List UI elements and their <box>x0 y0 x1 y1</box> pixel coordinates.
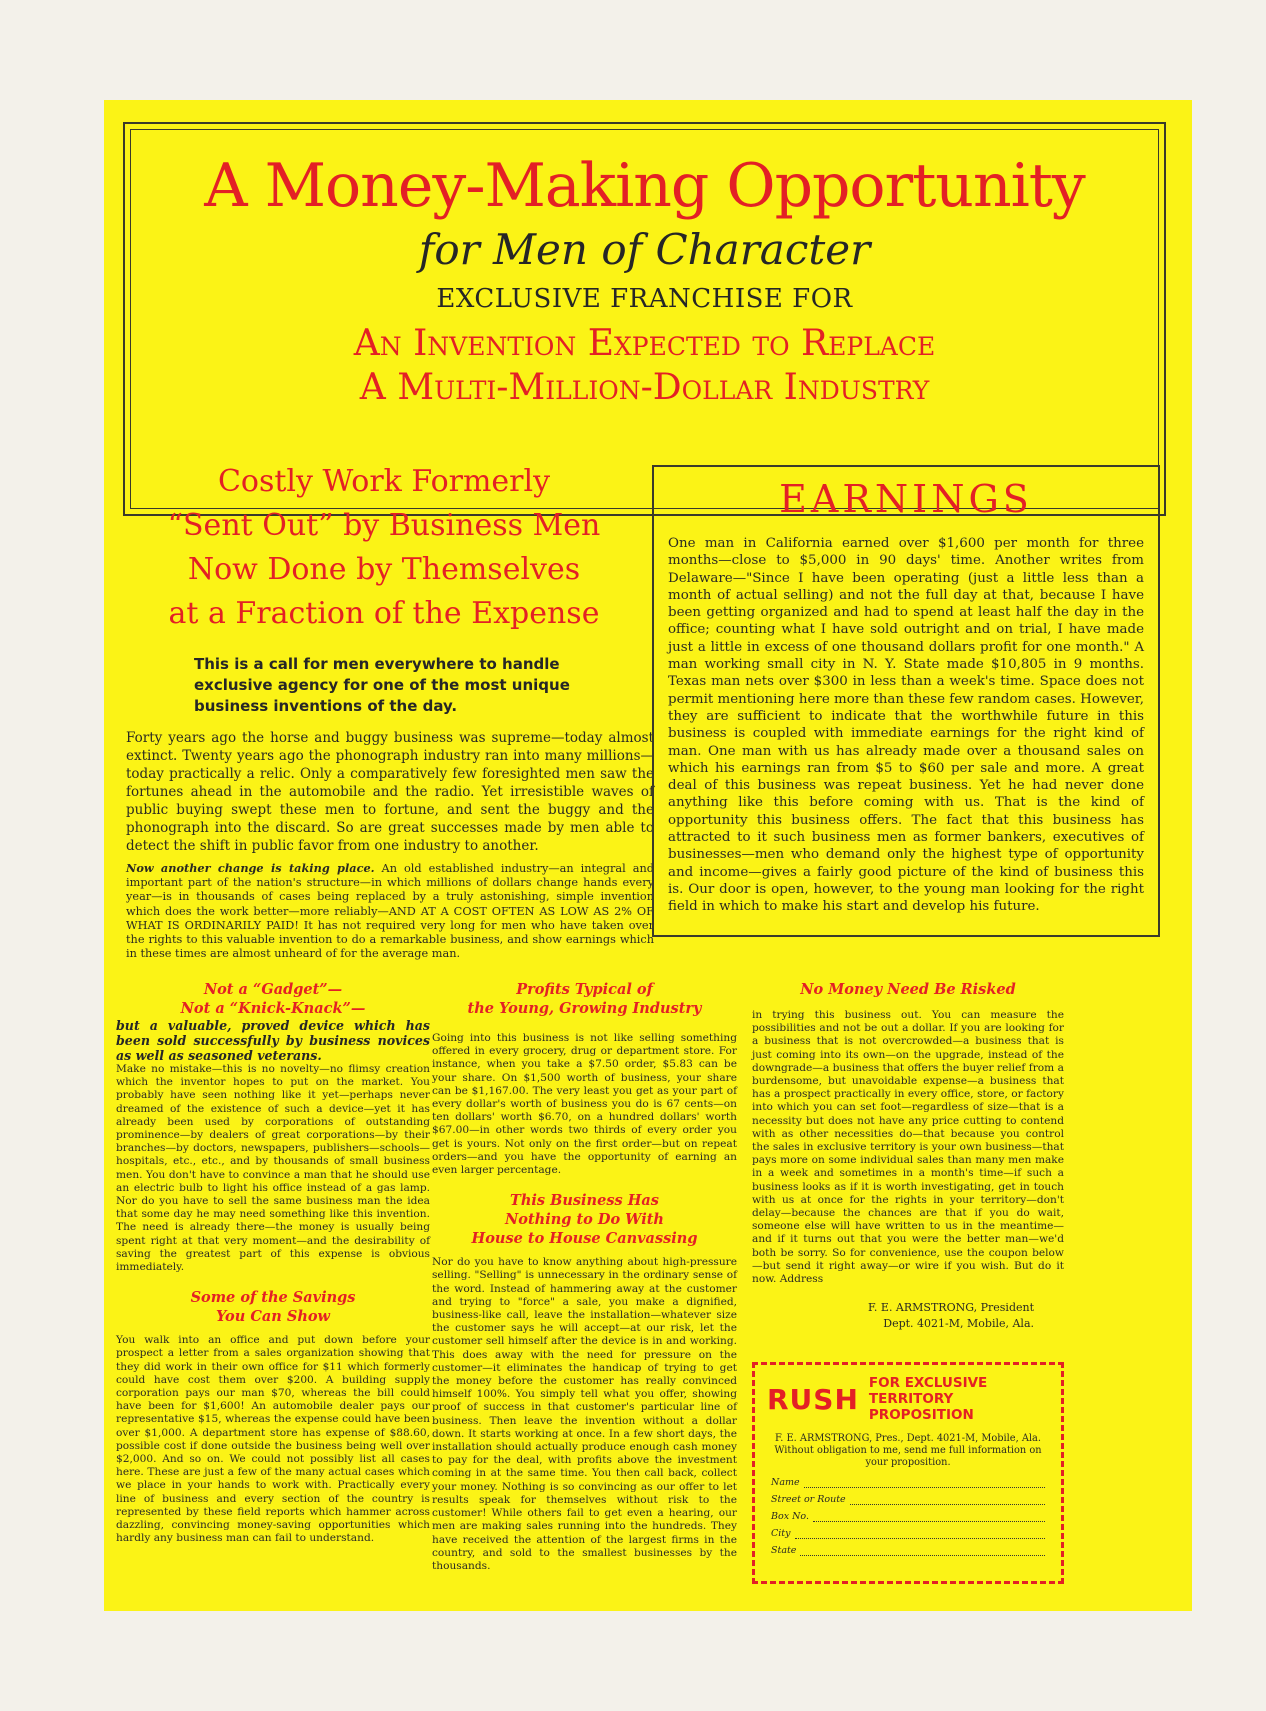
column-profits <box>432 980 737 1573</box>
rush-sub-1: FOR EXCLUSIVE <box>868 1375 988 1391</box>
gadget-heading-2: Not a “Knick-Knack”— <box>180 1000 366 1017</box>
state-field[interactable] <box>771 1545 1045 1556</box>
city-field-label: City <box>771 1528 791 1539</box>
costly-work-headline <box>114 460 654 636</box>
rush-coupon[interactable] <box>752 1362 1064 1584</box>
name-field[interactable] <box>771 1477 1045 1488</box>
rush-subtitle <box>869 1375 1049 1423</box>
name-field-line[interactable] <box>804 1477 1045 1488</box>
coupon-instructions: F. E. ARMSTRONG, Pres., Dept. 4021-M, Mobile, Ala. Without obligation to me, send me full information on your proposition. <box>774 1433 1042 1468</box>
coupon-header <box>767 1375 1049 1423</box>
no-risk-heading: No Money Need Be Risked <box>800 981 1016 998</box>
state-field-line[interactable] <box>800 1545 1045 1556</box>
street-field-line[interactable] <box>850 1494 1045 1505</box>
main-headline: A Money-Making Opportunity <box>204 151 1085 221</box>
state-field-label: State <box>771 1545 797 1556</box>
profits-heading <box>432 980 737 1018</box>
canvassing-heading-1: This Business Has <box>510 1192 659 1210</box>
canvassing-heading-2: Nothing to Do With <box>505 1211 664 1229</box>
gadget-heading-1: Not a “Gadget”— <box>203 981 343 998</box>
subheadline: for Men of Character <box>418 225 871 274</box>
spacer <box>432 1177 737 1191</box>
profits-heading-2: the Young, Growing Industry <box>467 1000 702 1017</box>
call-to-men: This is a call for men everywhere to handle exclusive agency for one of the most unique business inventions of the day. <box>194 655 570 715</box>
earnings-box <box>652 465 1160 937</box>
change-paragraph <box>126 861 654 961</box>
column-gadget <box>116 980 430 1546</box>
signoff <box>752 1300 1034 1332</box>
street-field-label: Street or Route <box>771 1494 846 1505</box>
rush-label: RUSH <box>767 1382 859 1416</box>
city-field[interactable] <box>771 1528 1045 1539</box>
costly-line-4: at a Fraction of the Expense <box>168 596 600 631</box>
advertisement-page <box>104 100 1192 1611</box>
invention-line-2: A Multi-Million-Dollar Industry <box>359 367 930 408</box>
spacer <box>752 999 1064 1009</box>
rush-sub-2: TERRITORY PROPOSITION <box>868 1391 974 1423</box>
costly-line-3: Now Done by Themselves <box>187 552 581 587</box>
street-field[interactable] <box>771 1494 1045 1505</box>
spacer <box>432 1018 737 1032</box>
signoff-address: Dept. 4021-M, Mobile, Ala. <box>883 1317 1034 1331</box>
left-column <box>114 460 654 961</box>
spacer <box>116 1326 430 1334</box>
change-text: An old established industry—an integral and important part of the nation's structure—in which millions of dollars change hands every year—is in thousands of cases being replaced by a truly astonishing, simple invention which does the work better—more reliably—AND AT A COST OFTEN AS LOW AS 2% OF WHAT IS ORDINARILY PAID! It has not required very long for men who have taken over the rights to this valuable invention to do a remarkable business, and show earnings which in these times are almost unheard of for the average man. <box>126 862 654 961</box>
costly-line-2: “Sent Out” by Business Men <box>167 508 601 543</box>
spacer <box>432 1248 737 1256</box>
column-no-risk <box>752 980 1064 1332</box>
box-field[interactable] <box>771 1511 1045 1522</box>
gadget-text: Make no mistake—this is no novelty—no flimsy creation which the inventor hopes to put on the market. You probably have seen nothing like it yet—perhaps never dreamed of the existence of such a device—yet it has already been used by corporations of outstanding prominence—by dealers of great corporations—by their branches—by doctors, newspapers, publishers—schools—hospitals, etc., etc., and by thousands of small business men. You don't have to convince a man that he should use an electric bulb to light his office instead of a gas lamp. Nor do you have to sell the same business man the idea that some day he may need something like this invention. The need is already there—the money is usually being spent right at that very moment—and the desirability of saving the greatest part of this expense is obvious immediately. <box>116 1063 430 1274</box>
savings-heading-1: Some of the Savings <box>190 1289 356 1307</box>
history-paragraph: Forty years ago the horse and buggy business was supreme—today almost extinct. Twenty years ago the phonograph industry ran into many millions—today practically a relic. Only a comparatively few foresighted men saw the fortunes ahead in the automobile and the radio. Yet irresistible waves of public buying swept these men to fortune, and sent the buggy and the phonograph into the discard. So are great successes made by men able to detect the shift in public favor from one industry to another. <box>126 730 654 854</box>
change-lead: Now another change is taking place. <box>126 861 375 875</box>
canvassing-heading <box>432 1191 737 1248</box>
headline-box <box>123 122 1166 516</box>
signoff-name: F. E. ARMSTRONG, President <box>868 1301 1034 1315</box>
savings-heading-2: You Can Show <box>215 1308 331 1326</box>
name-field-label: Name <box>771 1477 800 1488</box>
canvassing-heading-3: House to House Canvassing <box>471 1230 698 1248</box>
box-field-label: Box No. <box>771 1511 809 1522</box>
no-risk-text: in trying this business out. You can measure the possibilities and not be out a dollar. If you are looking for a business that is not overcrowded—a business that is just coming into its own—on the upgrade, instead of the downgrade—a business that offers the buyer relief from a burdensome, but unavoidable expense—a business that has a prospect practically in every office, store, or factory into which you can set foot—regardless of size—that is a necessity but does not have any price cutting to contend with as other necessities do—that because you control the sales in exclusive territory is your own business—that pays more on some individual sales than many men make in a week and sometimes in a month's time—if such a business looks as if it is worth investigating, get in touch with us at once for the rights in your territory—don't delay—because the chances are that if you do wait, someone else will have written to us in the meantime—and if it turns out that you were the better man—we'd both be sorry. So for convenience, use the coupon below—but send it right away—or wire if you wish. But do it now. Address <box>752 1009 1064 1286</box>
gadget-lead: but a valuable, proved device which has been sold successfully by business novices as well as seasoned veterans. <box>116 1018 430 1063</box>
savings-text: You walk into an office and put down before your prospect a letter from a sales organization showing that they did work in their own office for $11 which formerly could have cost them over $200. A building supply corporation pays our man $70, whereas the bill could have been for $1,600! An automobile dealer pays our representative $15, whereas the expense could have been over $1,000. A department store has expense of $88.60, possible cost if done outside the business being well over $2,000. And so on. We could not possibly list all cases here. These are just a few of the many actual cases which we place in your hands to work with. Practically every line of business and every section of the country is represented by these field reports which hammer across dazzling, convincing money-saving opportunities which hardly any business man can fail to understand. <box>116 1334 430 1545</box>
costly-line-1: Costly Work Formerly <box>217 464 551 499</box>
box-field-line[interactable] <box>813 1511 1045 1522</box>
invention-line-1: An Invention Expected to Replace <box>353 323 936 364</box>
profits-heading-1: Profits Typical of <box>516 981 653 998</box>
savings-heading <box>116 1288 430 1326</box>
spacer <box>116 1274 430 1288</box>
profits-text: Going into this business is not like selling something offered in every grocery, drug or department store. For instance, when you take a $7.50 order, $5.83 can be your share. On $1,500 worth of business, your share can be $1,167.00. The very least you get as your part of every dollar's worth of business you do is 67 cents—on ten dollars' worth $6.70, on a hundred dollars' worth $67.00—in other words two thirds of every order you get is yours. Not only on the first order—but on repeat orders—and you have the opportunity of earning an even larger percentage. <box>432 1032 737 1177</box>
franchise-line: EXCLUSIVE FRANCHISE FOR <box>436 284 853 314</box>
headline-box-inner-border <box>130 129 1159 509</box>
city-field-line[interactable] <box>795 1528 1046 1539</box>
earnings-title: EARNINGS <box>779 477 1033 521</box>
canvassing-text: Nor do you have to know anything about high-pressure selling. "Selling" is unnecessary in the ordinary sense of the word. Instead of hammering away at the customer and trying to "force" a sale, you make a dignified, business-like call, leave the installation—whatever size the customer says he will accept—at our risk, let the customer sell himself after the device is in and working. This does away with the need for pressure on the customer—it eliminates the handicap of trying to get the money before the customer has really convinced himself 100%. You simply tell what you offer, showing proof of success in that customer's particular line of business. Then leave the invention without a dollar down. It starts working at once. In a few short days, the installation should actually produce enough cash money to pay for the deal, with profits above the investment coming in at the same time. You then call back, collect your money. Nothing is so convincing as our offer to let results speak for themselves without risk to the customer! While others fail to get even a hearing, our men are making sales running into the hundreds. They have received the attention of the largest firms in the country, and sold to the smallest businesses by the thousands. <box>432 1256 737 1572</box>
gadget-heading <box>116 980 430 1018</box>
earnings-body: One man in California earned over $1,600 per month for three months—close to $5,000 in 90 days' time. Another writes from Delaware—"Since I have been operating (just a little less than a month of actual selling) and not the full day at that, because I have been getting organized and had to spend at least half the day in the office; counting what I have sold outright and on trial, I have made just a little in excess of one thousand dollars profit for one month." A man working small city in N. Y. State made $10,805 in 9 months. Texas man nets over $300 in less than a week's time. Space does not permit mentioning here more than these few random cases. However, they are sufficient to indicate that the worthwhile future in this business is coupled with immediate earnings for the right kind of man. One man with us has already made over a thousand sales on which his earnings ran from $5 to $60 per sale and more. A great deal of this business was repeat business. Yet he had never done anything like this before coming with us. That is the kind of opportunity this business offers. The fact that this business has attracted to it such business men as former bankers, executives of businesses—men who demand only the highest type of opportunity and income—gives a fairly good picture of the kind of business this is. Our door is open, however, to the young man looking for the right field in which to make his start and develop his future. <box>668 536 1144 915</box>
